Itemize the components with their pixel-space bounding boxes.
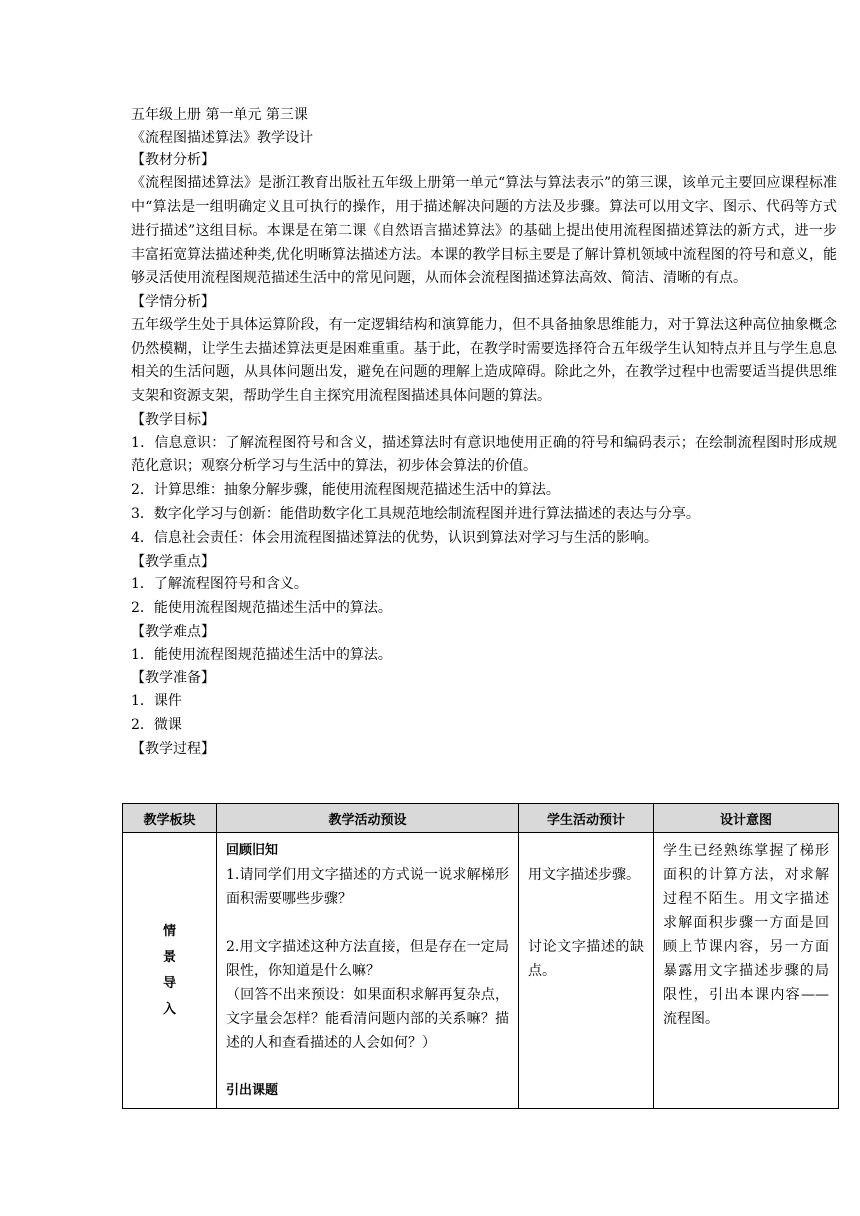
document-title: 《流程图描述算法》教学设计 [131,129,313,146]
activity-step: 1.请同学们用文字描述的方式说一说求解梯形面积需要哪些步骤？ [226,867,509,907]
objective-item: 4．信息社会责任：体会用流程图描述算法的优势，认识到算法对学习与生活的影响。 [131,529,658,546]
key-point-item: 2．能使用流程图规范描述生活中的算法。 [131,600,392,617]
design-intent: 学生已经熟练掌握了梯形面积的计算方法，对求解过程不陌生。用文字描述求解面积步骤一方面是回顾上节课内容，另一方面暴露用文字描述步骤的局限性，引出本课内容——流程图。 [663,843,829,1027]
column-header-intent: 设计意图 [654,804,839,833]
document-body [131,104,837,760]
student-analysis-text: 五年级学生处于具体运算阶段，有一定逻辑结构和演算能力，但不具备抽象思维能力，对于算法这种高位抽象概念仍然模糊，让学生去描述算法更是困难重重。基于此，在教学时需要选择符合五年级学生认知特点并且与学生息息相关的生活问题，从具体问题出发，避免在问题的理解上造成障碍。除此之外，在教学过程中也需要适当提供思维支架和资源支架，帮助学生自主探究用流程图描述具体问题的算法。 [131,316,837,405]
preparation-item: 2．微课 [131,716,182,733]
stage-char: 入 [162,1001,176,1017]
activity-step: 2.用文字描述这种方法直接，但是存在一定局限性，你知道是什么嘛？ [226,939,509,979]
intent-cell [654,833,839,1109]
activity-subheading: 回顾旧知 [226,843,279,858]
table-header-row [123,804,839,833]
key-points-heading: 【教学重点】 [131,553,215,570]
material-analysis-heading: 【教材分析】 [131,152,215,169]
activity-subheading: 引出课题 [226,1083,279,1098]
column-header-student: 学生活动预计 [519,804,654,833]
material-analysis-text: 《流程图描述算法》是浙江教育出版社五年级上册第一单元“算法与算法表示”的第三课，该单元主要回应课程标准中“算法是一组明确定义且可执行的操作，用于描述解决问题的方法及步骤。算法可以用文字、图示、代码等方式进行描述”这组目标。本课是在第二课《自然语言描述算法》的基础上提出使用流程图描述算法的新方式，进一步丰富拓宽算法描述种类,优化明晰算法描述方法。本课的教学目标主要是了解计算机领域中流程图的符号和意义，能够灵活使用流程图规范描述生活中的常见问题，从而体会流程图描述算法高效、简洁、清晰的有点。 [131,175,837,287]
stage-char: 导 [162,975,176,991]
grade-line: 五年级上册 第一单元 第三课 [131,107,308,123]
student-analysis-heading: 【学情分析】 [131,294,215,311]
process-heading: 【教学过程】 [131,740,215,757]
difficulties-heading: 【教学难点】 [131,623,215,640]
student-activity: 讨论文字描述的缺点。 [528,939,644,979]
column-header-stage: 教学板块 [123,804,217,833]
activity-cell [217,833,519,1109]
teaching-process-table [122,803,839,1109]
stage-char: 情 [162,923,176,939]
student-activity: 用文字描述步骤。 [528,867,640,883]
objective-item: 2．计算思维：抽象分解步骤，能使用流程图规范描述生活中的算法。 [131,482,560,499]
preparation-heading: 【教学准备】 [131,670,215,687]
preparation-item: 1．课件 [131,693,182,710]
objective-item: 3．数字化学习与创新：能借助数字化工具规范地绘制流程图并进行算法描述的表达与分享。 [131,506,700,523]
stage-cell [123,833,217,1109]
key-point-item: 1．了解流程图符号和含义。 [131,576,308,593]
objective-item: 1．信息意识：了解流程图符号和含义，描述算法时有意识地使用正确的符号和编码表示；在绘制流程图时形成规范化意识；观察分析学习与生活中的算法，初步体会算法的价值。 [131,434,837,475]
activity-note: （回答不出来预设：如果面积求解再复杂点，文字量会怎样？能看清问题内部的关系嘛？描述的人和查看描述的人会如何？） [226,987,509,1051]
table-row [123,833,839,1109]
difficulty-item: 1．能使用流程图规范描述生活中的算法。 [131,646,392,663]
column-header-activity: 教学活动预设 [217,804,519,833]
objectives-heading: 【教学目标】 [131,411,215,428]
student-cell [519,833,654,1109]
stage-char: 景 [162,949,176,965]
